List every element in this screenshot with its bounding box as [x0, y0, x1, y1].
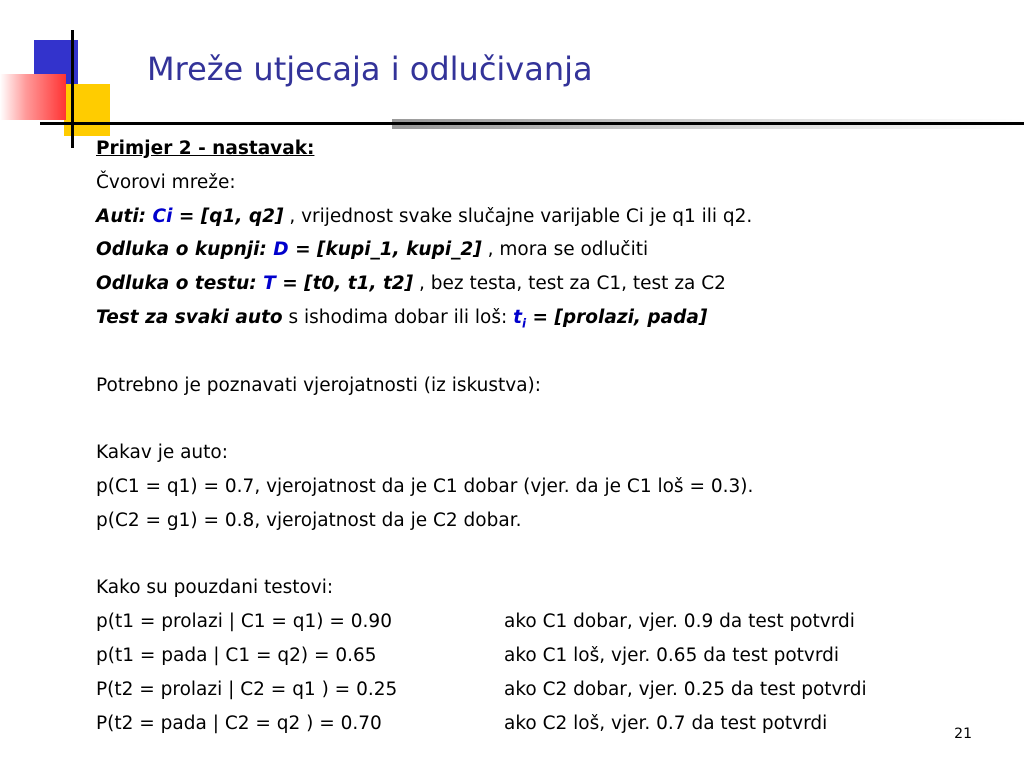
node-testu-label: Odluka o testu:	[96, 273, 264, 295]
node-test-auto-sub: i	[521, 316, 527, 331]
spacer	[96, 538, 996, 572]
car-line: p(C1 = q1) = 0.7, vjerojatnost da je C1 dobar (vjer. da je C1 loš = 0.3).	[96, 475, 754, 497]
node-auti	[96, 200, 996, 234]
node-auti-var: Ci	[152, 205, 173, 227]
test-row-formula: p(t1 = prolazi | C1 = q1) = 0.90	[96, 611, 392, 633]
test-row-desc: ako C2 dobar, vjer. 0.25 da test potvrdi	[504, 678, 867, 700]
test-row-formula: P(t2 = prolazi | C2 = q1 ) = 0.25	[96, 678, 398, 700]
car-line: p(C2 = g1) = 0.8, vjerojatnost da je C2 dobar.	[96, 509, 522, 531]
node-auti-def: = [q1, q2]	[172, 205, 284, 227]
node-kupnja-desc: , mora se odlučiti	[481, 239, 649, 261]
test-heading: Kako su pouzdani testovi:	[96, 577, 334, 599]
node-test-auto-var: t	[513, 306, 522, 328]
test-row-formula: P(t2 = pada | C2 = q2 ) = 0.70	[96, 712, 382, 734]
node-test-auto-desc: s ishodima dobar ili loš:	[282, 306, 514, 328]
node-testu	[96, 267, 996, 301]
test-row	[96, 605, 996, 639]
node-kupnja-def: = [kupi_1, kupi_2]	[288, 239, 482, 261]
node-kupnja-var: D	[273, 239, 289, 261]
node-auti-desc: , vrijednost svake slučajne varijable Ci je q1 ili q2.	[283, 205, 753, 227]
node-testu-desc: , bez testa, test za C1, test za C2	[413, 273, 726, 295]
test-row-desc: ako C2 loš, vjer. 0.7 da test potvrdi	[504, 712, 828, 734]
node-auti-label: Auti:	[96, 205, 153, 227]
node-kupnja	[96, 233, 996, 267]
node-test-auto-label: Test za svaki auto	[96, 306, 283, 328]
title-underline	[40, 122, 1024, 125]
node-kupnja-label: Odluka o kupnji:	[96, 239, 274, 261]
test-row-desc: ako C1 loš, vjer. 0.65 da test potvrdi	[504, 644, 840, 666]
node-test-auto	[96, 301, 996, 335]
nodes-label: Čvorovi mreže:	[96, 171, 236, 193]
probability-intro: Potrebno je poznavati vjerojatnosti (iz iskustva):	[96, 374, 542, 396]
decorative-red-gradient	[0, 74, 66, 120]
test-row	[96, 673, 996, 707]
node-testu-def: = [t0, t1, t2]	[275, 273, 414, 295]
slide-title: Mreže utjecaja i odlučivanja	[147, 50, 593, 88]
test-row-desc: ako C1 dobar, vjer. 0.9 da test potvrdi	[504, 611, 855, 633]
decorative-vertical-line	[71, 30, 74, 148]
test-row-formula: p(t1 = pada | C1 = q2) = 0.65	[96, 644, 377, 666]
car-heading: Kakav je auto:	[96, 442, 228, 464]
node-testu-var: T	[263, 273, 276, 295]
test-row	[96, 707, 996, 741]
test-row	[96, 639, 996, 673]
slide-body	[96, 132, 996, 740]
page-number: 21	[954, 726, 972, 742]
node-test-auto-def: = [prolazi, pada]	[526, 306, 708, 328]
spacer	[96, 335, 996, 369]
spacer	[96, 402, 996, 436]
example-heading	[96, 132, 996, 166]
example-heading-text: Primjer 2 - nastavak:	[96, 138, 315, 159]
